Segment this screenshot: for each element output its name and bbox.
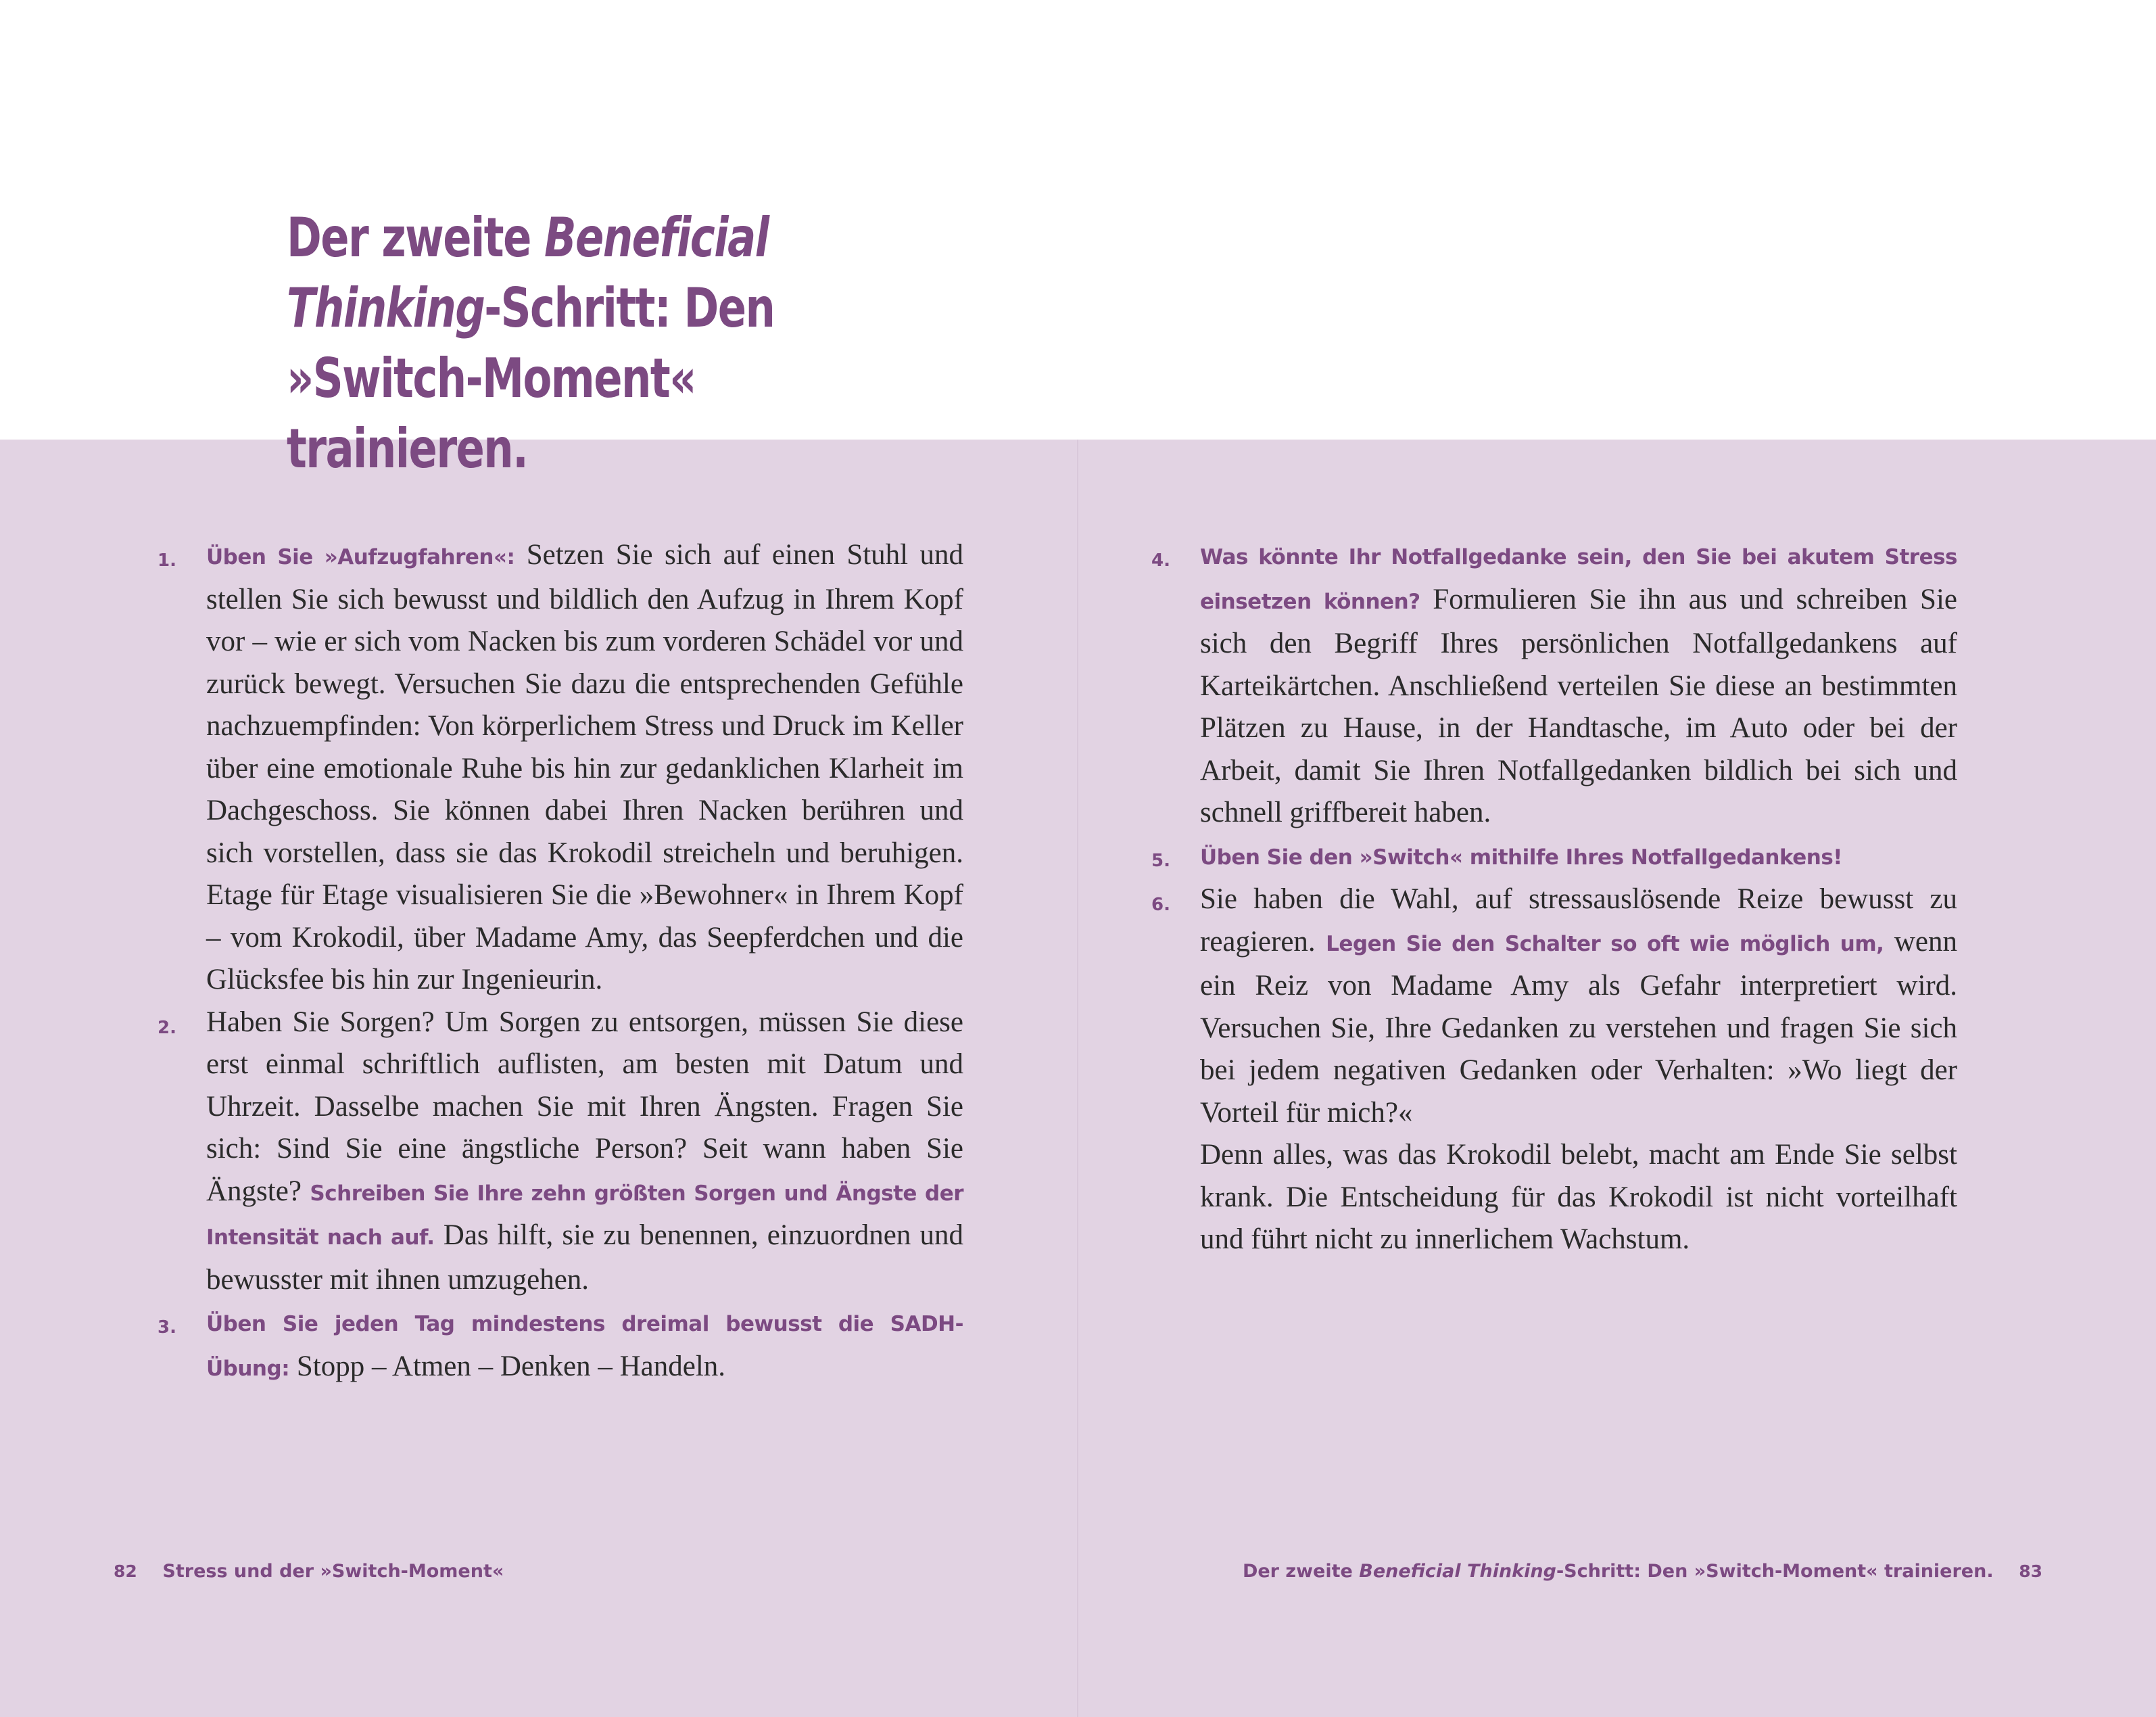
footer-right	[1243, 1561, 2042, 1582]
list-number: 5.	[1151, 850, 1170, 871]
page-gutter	[1077, 440, 1078, 1717]
highlight-text: Legen Sie den Schalter so oft wie möglich um,	[1326, 931, 1884, 956]
heading-italic-beneficial: Beneficial	[544, 206, 769, 269]
list-item-1	[158, 534, 963, 1002]
footer-left	[114, 1561, 504, 1582]
body-text: Formulieren Sie ihn aus und schreiben Sie sich den Begriff Ihres persönlichen Notfallgedankens auf Karteikärtchen. Anschließend verteilen Sie diese an bestimmten Plätzen zu Hause, in der Handtasche, im Auto oder bei der Arbeit, damit Sie Ihren Notfallgedanken bildlich bei sich und schnell griffbereit haben.	[1200, 583, 1957, 828]
page-number-left: 82	[114, 1561, 137, 1581]
body-text: wenn ein Reiz von Madame Amy als Gefahr interpretiert wird. Versuchen Sie, Ihre Gedanken zu verstehen und fragen Sie sich bei jedem negativen Gedanken oder Verhalten: »Wo liegt der Vorteil für mich?«	[1200, 925, 1958, 1129]
chapter-heading	[287, 203, 919, 484]
heading-part-4: -Schritt: Den	[484, 277, 775, 339]
highlight-text: Üben Sie jeden Tag mindestens dreimal bewusst die SADH-Übung:	[206, 1312, 963, 1381]
body-text: Das hilft, sie zu benennen, einzuordnen und bewusster mit ihnen umzugehen.	[206, 1219, 963, 1296]
list-number: 3.	[158, 1317, 176, 1338]
body-text: Setzen Sie sich auf einen Stuhl und stellen Sie sich bewusst und bildlich den Aufzug in Ihrem Kopf vor – wie er sich vom Nacken bis zum vorderen Schädel vor und zurück bewegt. Versuchen Sie dazu die entsprechenden Gefühle nachzuempfinden: Von körperlichem Stress und Druck im Keller über eine emotionale Ruhe bis hin zur gedanklichen Klarheit im Dachgeschoss. Sie können dabei Ihren Nacken berühren und sich vorstellen, dass sie das Krokodil streicheln und beruhigen. Etage für Etage visualisieren Sie die »Bewohner« in Ihrem Kopf – vom Krokodil, über Madame Amy, das Seepferdchen und die Glücksfee bis hin zur Ingenieurin.	[206, 539, 963, 995]
heading-italic-thinking: Thinking	[287, 277, 485, 339]
list-number: 4.	[1151, 550, 1170, 571]
highlight-text: Schreiben Sie Ihre zehn größten Sorgen und Ängste der Intensität nach auf.	[206, 1181, 964, 1250]
right-column	[1151, 534, 1958, 1261]
body-text: Sie haben die Wahl, auf stressauslösende Reize bewusst zu reagieren.	[1200, 883, 1957, 958]
body-text: Haben Sie Sorgen? Um Sorgen zu entsorgen, müssen Sie diese erst einmal schriftlich auflisten, am besten mit Datum und Uhrzeit. Dasselbe machen Sie mit Ihren Ängsten. Fragen Sie sich: Sind Sie eine ängstliche Person? Seit wann haben Sie Ängste?	[206, 1006, 963, 1207]
heading-part-1: Der zweite	[287, 206, 545, 269]
running-title-right-part2: -Schritt: Den »Switch-Moment« trainieren.	[1556, 1561, 1994, 1582]
highlight-text: Üben Sie »Aufzugfahren«:	[206, 545, 515, 569]
list-item-4	[1151, 534, 1957, 834]
list-number: 2.	[158, 1017, 176, 1038]
highlight-text: Üben Sie den »Switch« mithilfe Ihres Notfallgedankens!	[1200, 845, 1842, 870]
heading-part-5: »Switch-Moment« trainieren.	[287, 347, 696, 480]
list-number: 6.	[1151, 895, 1170, 915]
left-column	[158, 534, 964, 1390]
list-item-6	[1151, 878, 1958, 1134]
running-title-right-part1: Der zweite	[1242, 1561, 1360, 1582]
body-text: Stopp – Atmen – Denken – Handeln.	[289, 1350, 726, 1382]
page-number-right: 83	[2019, 1561, 2042, 1581]
list-item-2	[158, 1002, 964, 1302]
running-title-right-italic: Beneficial Thinking	[1359, 1561, 1556, 1582]
list-item-5	[1151, 834, 1957, 879]
list-number: 1.	[158, 550, 176, 571]
closing-paragraph: Denn alles, was das Krokodil belebt, macht am Ende Sie selbst krank. Die Entscheidung für das Krokodil ist nicht vorteilhaft und führt nicht zu innerlichem Wachstum.	[1200, 1139, 1957, 1255]
running-title-left: Stress und der »Switch-Moment«	[162, 1561, 504, 1582]
list-item-3	[158, 1301, 963, 1390]
highlight-text: Was könnte Ihr Notfallgedanke sein, den Sie bei akutem Stress einsetzen können?	[1200, 545, 1957, 614]
